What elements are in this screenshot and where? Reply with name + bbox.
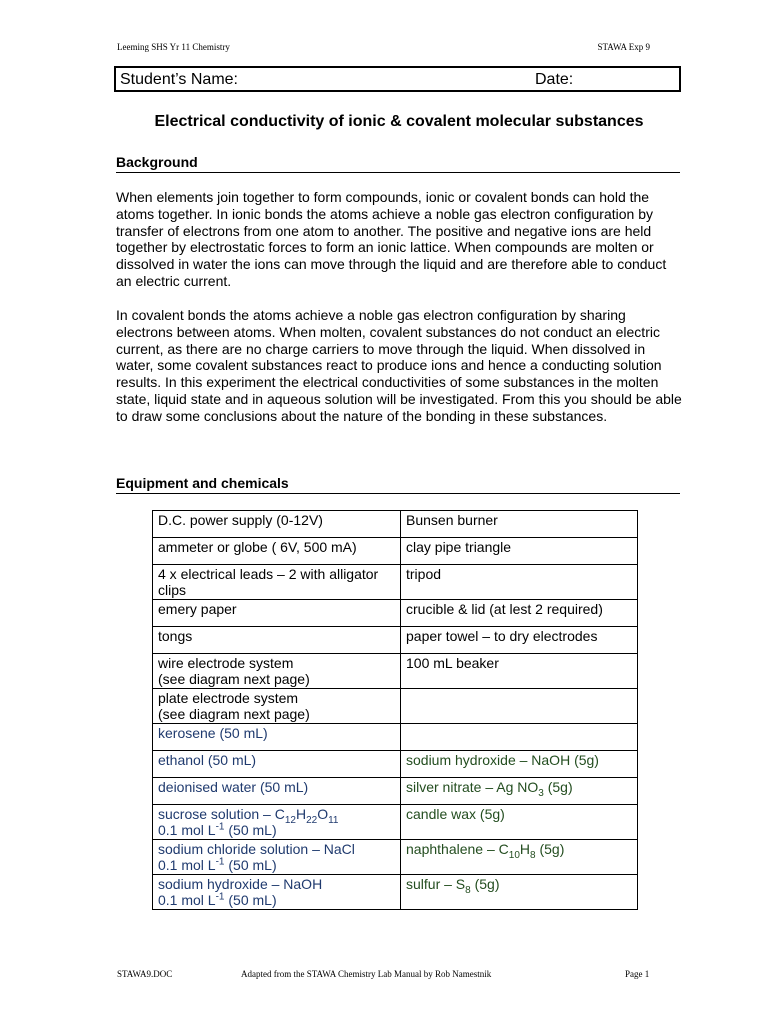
cell-line: (see diagram next page) xyxy=(158,671,310,687)
cell-line: sodium chloride solution – NaCl xyxy=(158,841,355,857)
cell-line: (see diagram next page) xyxy=(158,706,310,722)
table-cell: 4 x electrical leads – 2 with alligator clips xyxy=(153,565,401,600)
concentration-text: 0.1 mol L xyxy=(158,892,216,908)
table-cell xyxy=(153,840,401,875)
date-label: Date: xyxy=(535,71,574,88)
chem-text: naphthalene – C xyxy=(406,841,509,857)
equipment-table xyxy=(152,510,638,910)
table-cell xyxy=(401,840,638,875)
table-row xyxy=(153,538,638,565)
footer-page-number: Page 1 xyxy=(625,969,650,979)
footer-attribution: Adapted from the STAWA Chemistry Lab Manual by Rob Namestnik xyxy=(241,969,492,979)
chem-text: sulfur – S xyxy=(406,876,466,892)
table-cell: paper towel – to dry electrodes xyxy=(401,627,638,654)
table-cell xyxy=(401,724,638,751)
table-cell xyxy=(401,778,638,805)
background-heading: Background xyxy=(116,154,680,173)
chem-text: O xyxy=(317,806,329,822)
table-cell: ammeter or globe ( 6V, 500 mA) xyxy=(153,538,401,565)
subscript: 8 xyxy=(465,884,471,896)
chem-text: sucrose solution – C xyxy=(158,806,285,822)
cell-line: plate electrode system xyxy=(158,690,299,706)
concentration-text: 0.1 mol L xyxy=(158,857,216,873)
table-cell: tongs xyxy=(153,627,401,654)
page-title: Electrical conductivity of ionic & covalent molecular substances xyxy=(154,113,644,130)
cell-line: sodium hydroxide – NaOH xyxy=(158,876,323,892)
table-cell: tripod xyxy=(401,565,638,600)
table-cell: ethanol (50 mL) xyxy=(153,751,401,778)
table-row xyxy=(153,875,638,910)
concentration-text: (50 mL) xyxy=(224,892,277,908)
table-cell: kerosene (50 mL) xyxy=(153,724,401,751)
table-cell: Bunsen burner xyxy=(401,511,638,538)
chem-text: H xyxy=(295,806,307,822)
superscript: -1 xyxy=(215,891,225,903)
subscript: 22 xyxy=(306,814,318,826)
table-row xyxy=(153,600,638,627)
chem-text: H xyxy=(519,841,531,857)
table-row xyxy=(153,627,638,654)
background-paragraph-1: When elements join together to form compounds, ionic or covalent bonds can hold the atoms together. In ionic bonds the atoms achieve a noble gas electron configuration by transfer of electrons from one atom to another. The positive and negative ions are held together by electrostatic forces to form an ionic lattice. When compounds are molten or dissolved in water the ions can move through the liquid and are therefore able to conduct an electric current. xyxy=(116,189,667,289)
concentration-text: 0.1 mol L xyxy=(158,822,216,838)
student-name-date-box xyxy=(114,66,681,92)
table-cell xyxy=(153,654,401,689)
table-row xyxy=(153,511,638,538)
table-cell: D.C. power supply (0-12V) xyxy=(153,511,401,538)
cell-line: wire electrode system xyxy=(158,655,294,671)
table-cell: sodium hydroxide – NaOH (5g) xyxy=(401,751,638,778)
table-cell: crucible & lid (at lest 2 required) xyxy=(401,600,638,627)
chem-text: (5g) xyxy=(535,841,565,857)
subscript: 10 xyxy=(508,849,520,861)
table-cell: clay pipe triangle xyxy=(401,538,638,565)
table-row xyxy=(153,805,638,840)
subscript: 3 xyxy=(538,787,544,799)
table-row xyxy=(153,840,638,875)
running-header-left: Leeming SHS Yr 11 Chemistry xyxy=(117,42,230,52)
table-cell: emery paper xyxy=(153,600,401,627)
table-cell xyxy=(153,875,401,910)
concentration-text: (50 mL) xyxy=(224,822,277,838)
chem-text: (5g) xyxy=(470,876,500,892)
table-cell xyxy=(401,689,638,724)
superscript: -1 xyxy=(215,821,225,833)
footer-filename: STAWA9.DOC xyxy=(117,969,173,979)
running-header-right: STAWA Exp 9 xyxy=(597,42,650,52)
background-paragraph-2: In covalent bonds the atoms achieve a noble gas electron configuration by sharing electrons between atoms. When molten, covalent substances do not conduct an electric current, as there are no charge carriers to move through the liquid. When dissolved in water, some covalent substances react to produce ions and hence a conducting solution results. In this experiment the electrical conductivities of some substances in the molten state, liquid state and in aqueous solution will be investigated. From this you should be able to draw some conclusions about the nature of the bonding in these substances. xyxy=(116,307,682,424)
table-cell: 100 mL beaker xyxy=(401,654,638,689)
table-row xyxy=(153,751,638,778)
table-row xyxy=(153,724,638,751)
table-cell xyxy=(153,689,401,724)
chem-text: (5g) xyxy=(543,779,573,795)
equipment-heading: Equipment and chemicals xyxy=(116,475,680,494)
table-cell: candle wax (5g) xyxy=(401,805,638,840)
concentration-text: (50 mL) xyxy=(224,857,277,873)
table-row xyxy=(153,689,638,724)
table-cell xyxy=(401,875,638,910)
table-row xyxy=(153,565,638,600)
superscript: -1 xyxy=(215,856,225,868)
table-row xyxy=(153,778,638,805)
table-cell: deionised water (50 mL) xyxy=(153,778,401,805)
chem-text: silver nitrate – Ag NO xyxy=(406,779,539,795)
subscript: 12 xyxy=(284,814,296,826)
student-name-label: Student’s Name: xyxy=(120,71,238,88)
subscript: 8 xyxy=(530,849,536,861)
table-row xyxy=(153,654,638,689)
table-cell xyxy=(153,805,401,840)
subscript: 11 xyxy=(328,814,339,826)
